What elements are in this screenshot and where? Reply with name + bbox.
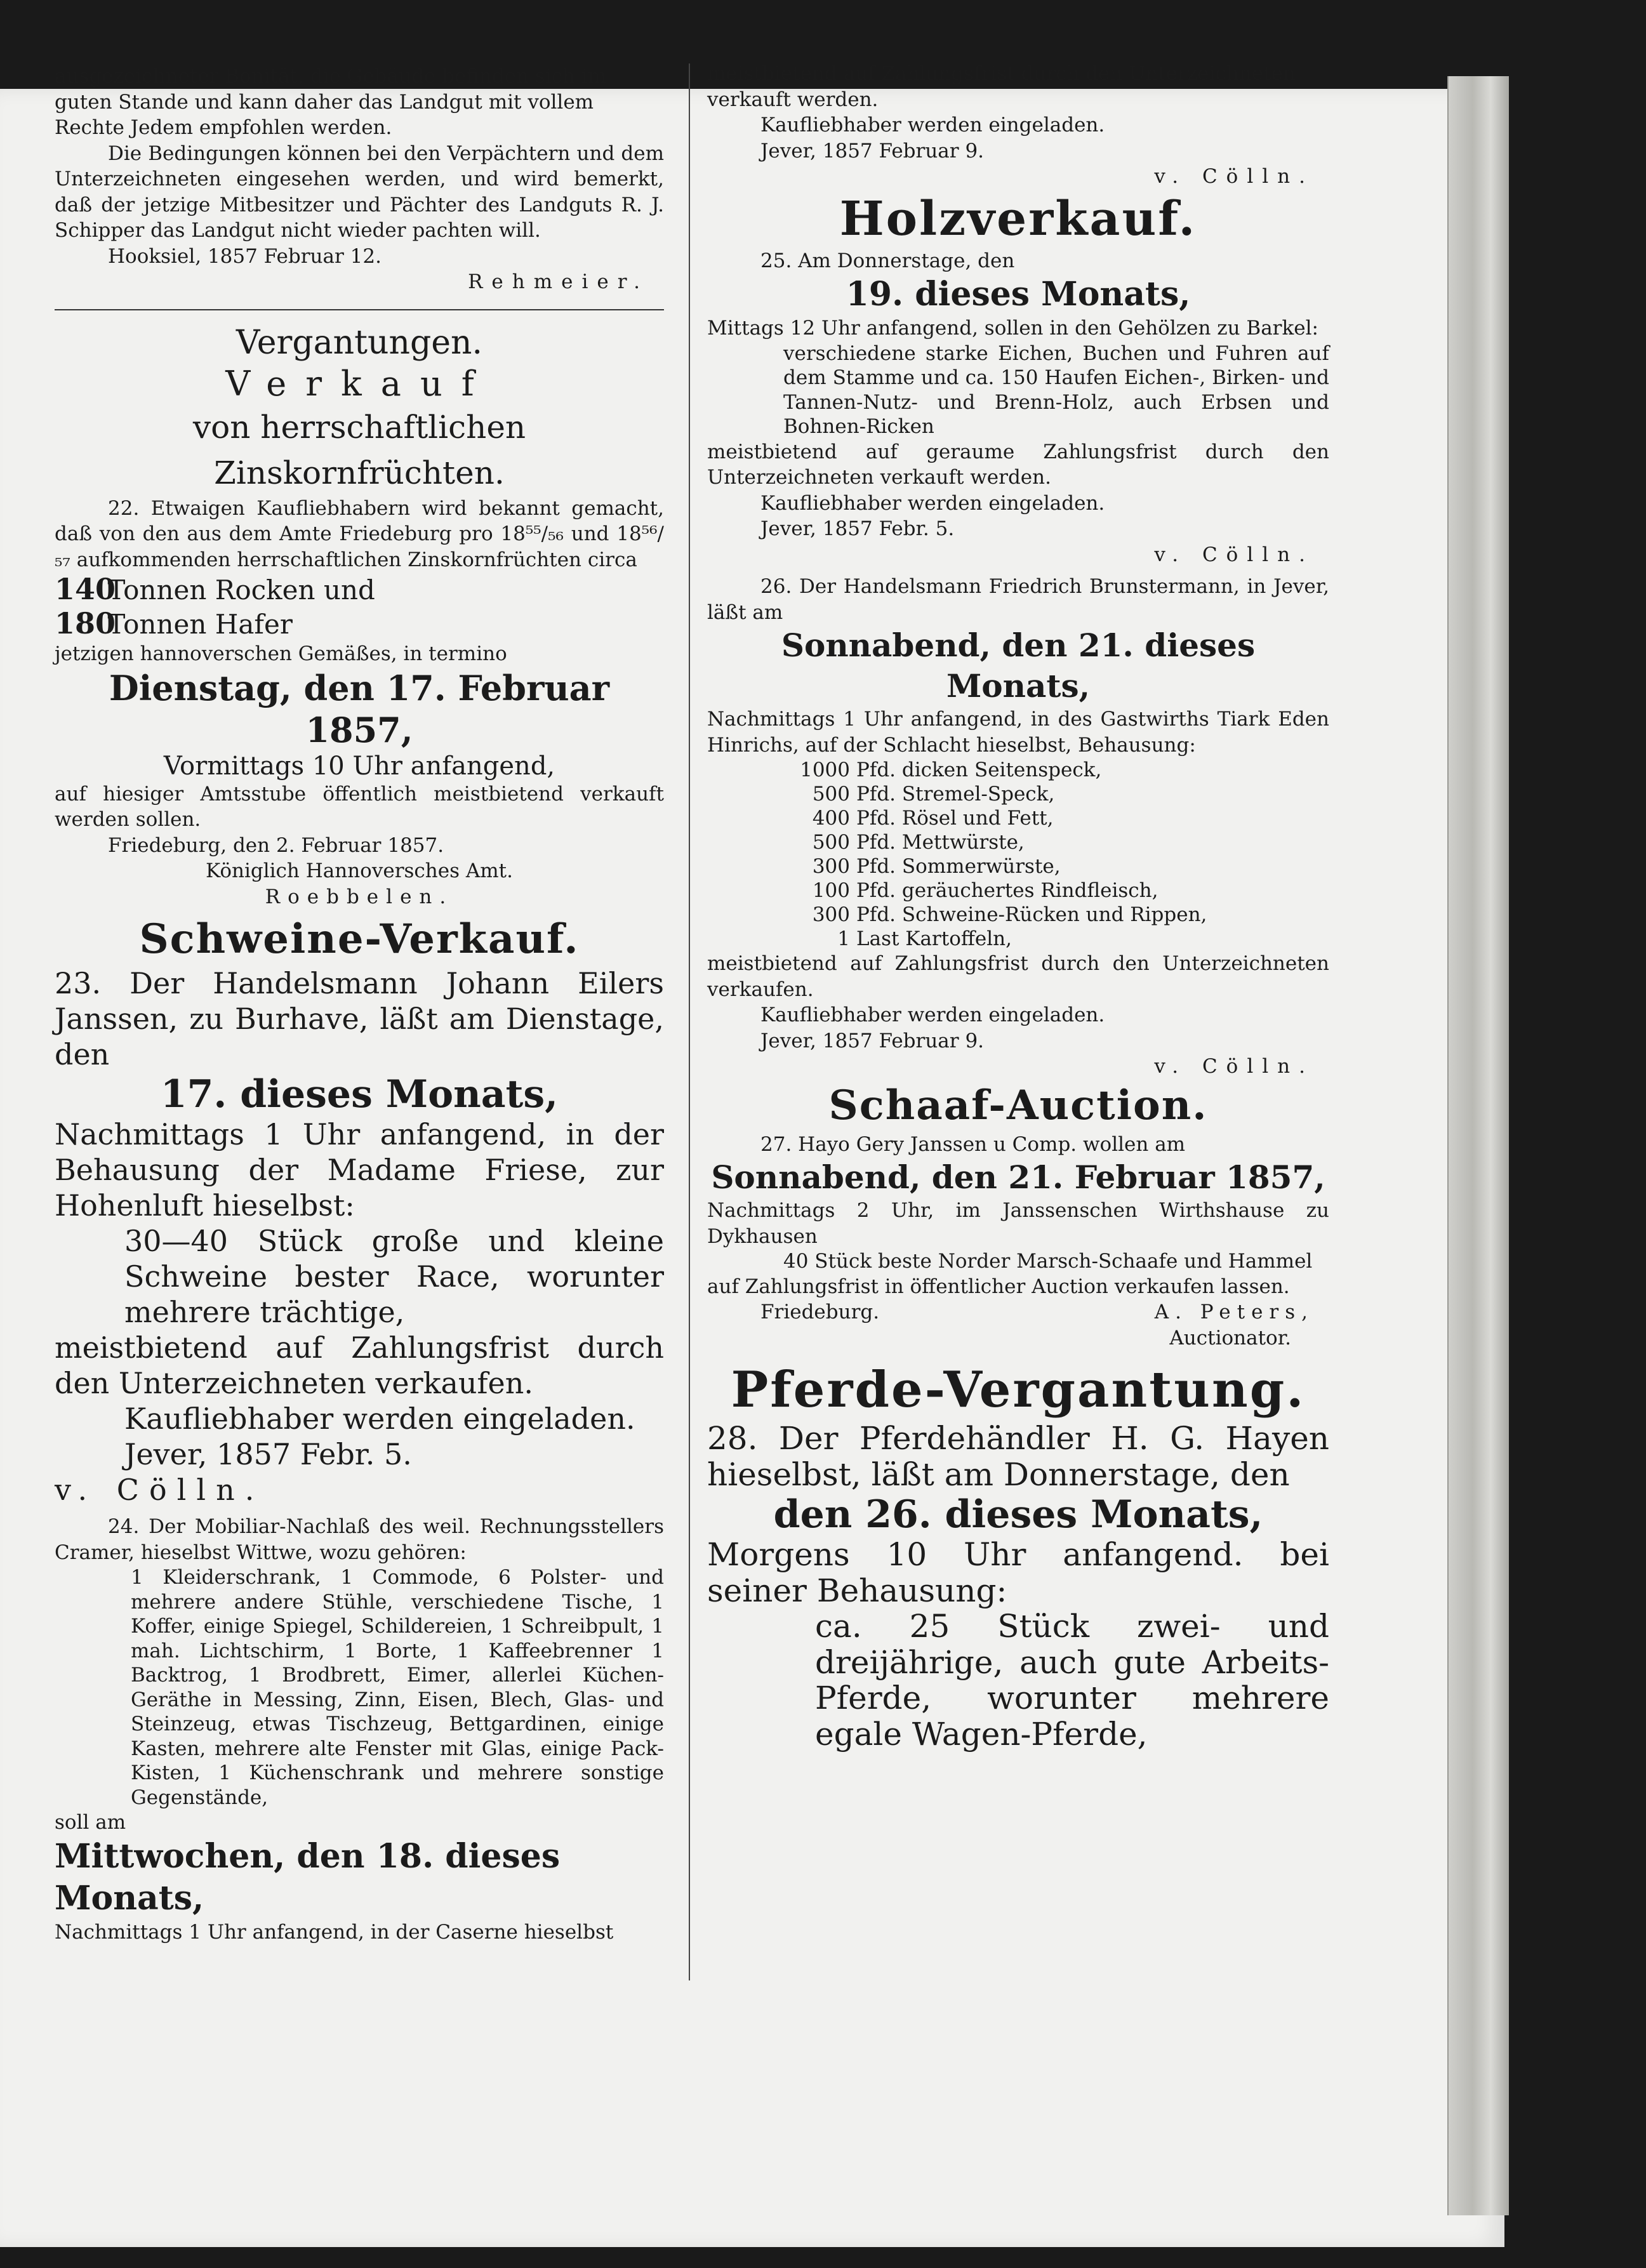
ad26-text1: 26. Der Handelsmann Friedrich Brunstermann, in Jever, läßt am xyxy=(707,575,1329,624)
intro-signature: Rehmeier. xyxy=(468,270,649,293)
ad25-date: 19. dieses Monats, xyxy=(846,275,1191,314)
ad27-signature: A. Peters, xyxy=(1154,1301,1314,1323)
ad27-place: Friedeburg. xyxy=(760,1301,880,1323)
ad25-title: Holzverkauf. xyxy=(839,191,1197,246)
ad23-signature: v. Cölln. xyxy=(55,1473,265,1507)
ad24-text1: 24. Der Mobiliar-Nachlaß des weil. Rechnungsstellers Cramer, hieselbst Wittwe, wozu gehören: xyxy=(55,1515,664,1564)
ad23-title: Schweine-Verkauf. xyxy=(139,915,580,963)
left-column xyxy=(55,63,664,1945)
quantity: 1000 xyxy=(800,759,850,781)
ad26-place: Jever, 1857 Februar 9. xyxy=(760,1029,985,1052)
ad26-signature: v. Cölln. xyxy=(1154,1055,1314,1078)
ad26-text2: Nachmittags 1 Uhr anfangend, in des Gastwirths Tiark Eden Hinrichs, auf der Schlacht hieselbst, Behausung: xyxy=(707,708,1329,757)
list-item xyxy=(745,830,1329,854)
section-rule xyxy=(55,309,664,310)
ad22-qty2-text: Tonnen Hafer xyxy=(107,609,293,640)
ad23-place: Jever, 1857 Febr. 5. xyxy=(124,1437,412,1471)
ad22-office: Königlich Hannoversches Amt. xyxy=(206,859,513,882)
ad25-text1: 25. Am Donnerstage, den xyxy=(760,249,1015,272)
ad26-text3: meistbietend auf Zahlungsfrist durch den Unterzeichneten verkaufen. xyxy=(707,952,1329,1001)
quantity: 300 xyxy=(812,855,850,878)
intro-signature: v. Cölln. xyxy=(1154,165,1314,188)
intro-place: Jever, 1857 Februar 9. xyxy=(760,139,985,162)
list-item xyxy=(745,806,1329,830)
list-item xyxy=(745,854,1329,879)
ad23-date: 17. dieses Monats, xyxy=(160,1072,559,1117)
right-column xyxy=(707,61,1329,1752)
item-text: Pfd. geräuchertes Rindfleisch, xyxy=(856,879,1158,902)
ad24-date: Mittwochen, den 18. dieses Monats, xyxy=(55,1836,561,1918)
intro-paragraph: Die Bedingungen können bei den Verpächtern und dem Unterzeichneten eingesehen werden, und wird bemerkt, daß der jetzige Mitbesitzer und Pächter des Landguts R. J. Schipper das Landgut nicht wieder pachten will. xyxy=(55,142,664,242)
ad22-signature: Roebbelen. xyxy=(265,885,454,908)
quantity: 100 xyxy=(812,879,850,902)
ad22-qty2: 180 xyxy=(55,606,116,640)
list-item xyxy=(745,903,1329,927)
ad22-qty1: 140 xyxy=(55,572,116,606)
ad28-text2: Morgens 10 Uhr anfangend. bei seiner Behausung: xyxy=(707,1536,1329,1609)
ad23-items: 30—40 Stück große und kleine Schweine bester Race, worunter mehrere trächtige, xyxy=(124,1224,664,1329)
quantity: 1 xyxy=(837,927,850,950)
ad26-date: Sonnabend, den 21. dieses Monats, xyxy=(781,627,1256,705)
item-text: Pfd. Rösel und Fett, xyxy=(856,807,1054,830)
quantity: 300 xyxy=(812,903,850,926)
quantity: 400 xyxy=(812,807,850,830)
ad25-place: Jever, 1857 Febr. 5. xyxy=(760,517,955,540)
list-item xyxy=(745,927,1329,951)
ad22-place: Friedeburg, den 2. Februar 1857. xyxy=(108,833,444,857)
quantity: 500 xyxy=(812,831,850,854)
intro-line: Rechte Jedem empfohlen werden. xyxy=(55,116,392,139)
ad23-text3: meistbietend auf Zahlungsfrist durch den Unterzeichneten verkaufen. xyxy=(55,1330,664,1400)
ad26-list xyxy=(707,758,1329,951)
ad22-qty1-text: Tonnen Rocken und xyxy=(107,574,375,606)
ad22-text: 22. Etwaigen Kaufliebhabern wird bekannt gemacht, daß von den aus dem Amte Friedeburg pro 18⁵⁵/₅₆ und 18⁵⁶/₅₇ aufkommenden herrschaftlichen Zinskornfrüchten circa xyxy=(55,496,664,571)
section-title: Vergantungen. xyxy=(236,323,483,362)
ad27-signature-title: Auctionator. xyxy=(1169,1326,1291,1350)
item-text: Pfd. dicken Seitenspeck, xyxy=(856,759,1102,781)
intro-line: verkauft werden. xyxy=(707,88,879,111)
column-divider xyxy=(689,63,690,1980)
list-item xyxy=(745,879,1329,903)
list-item xyxy=(745,758,1329,782)
intro-line: meistbietend auf Zahlungsfrist durch den Unterzeichneten xyxy=(707,62,1296,85)
ad22-terms: jetzigen hannoverschen Gemäßes, in termino xyxy=(55,642,507,665)
ad22-date: Dienstag, den 17. Februar 1857, xyxy=(109,667,610,750)
item-text: Last Kartoffeln, xyxy=(856,927,1012,950)
item-text: Pfd. Sommerwürste, xyxy=(856,855,1061,878)
ad27-text2: Nachmittags 2 Uhr, im Janssenschen Wirthshause zu Dykhausen xyxy=(707,1199,1329,1248)
ad22-title: Verkauf xyxy=(225,363,493,404)
ad22-subtitle: von herrschaftlichen Zinskornfrüchten. xyxy=(192,408,526,491)
item-text: Pfd. Stremel-Speck, xyxy=(856,783,1055,806)
ad26-invite: Kaufliebhaber werden eingeladen. xyxy=(760,1004,1105,1026)
ad23-text1: 23. Der Handelsmann Johann Eilers Janssen, zu Burhave, läßt am Dienstage, den xyxy=(55,966,664,1071)
ad24-items: 1 Kleiderschrank, 1 Commode, 6 Polster- und mehrere andere Stühle, verschiedene Tische, 1 Koffer, einige Spiegel, Schildereien, 1 Schreibpult, 1 mah. Lichtschirm, 1 Borte, 1 Kaffeebrenner 1 Backtrog, 1 Brodbrett, Eimer, allerlei Küchen-Geräthe in Messing, Zinn, Eisen, Blech, Glas- und Steinzeug, etwas Tischzeug, Bettgardinen, einige Kasten, mehrere alte Fenster mit Glas, einige Pack-Kisten, 1 Küchenschrank und mehrere sonstige Gegenstände, xyxy=(131,1566,664,1809)
ad28-items: ca. 25 Stück zwei- und dreijährige, auch gute Arbeits-Pferde, worunter mehrere egale Wagen-Pferde, xyxy=(815,1608,1329,1753)
quantity: 500 xyxy=(812,783,850,806)
ad27-title: Schaaf-Auction. xyxy=(828,1081,1208,1129)
ad25-items: verschiedene starke Eichen, Buchen und Fuhren auf dem Stamme und ca. 150 Haufen Eichen-, Birken- und Tannen-Nutz- und Brenn-Holz, auch Erbsen und Bohnen-Ricken xyxy=(783,342,1329,438)
intro-invite: Kaufliebhaber werden eingeladen. xyxy=(760,114,1105,136)
list-item xyxy=(745,782,1329,806)
item-text: Pfd. Schweine-Rücken und Rippen, xyxy=(856,903,1207,926)
book-spine xyxy=(1447,76,1509,2215)
ad27-text1: 27. Hayo Gery Janssen u Comp. wollen am xyxy=(760,1132,1186,1156)
ad22-text2: auf hiesiger Amtsstube öffentlich meistbietend verkauft werden sollen. xyxy=(55,782,664,831)
ad24-text2: soll am xyxy=(55,1811,126,1834)
intro-line: guten Stande und kann daher das Landgut mit vollem xyxy=(55,90,594,114)
ad25-text2: Mittags 12 Uhr anfangend, sollen in den Gehölzen zu Barkel: xyxy=(707,317,1318,340)
ad25-text3: meistbietend auf geraume Zahlungsfrist durch den Unterzeichneten verkauft werden. xyxy=(707,440,1329,489)
item-text: Pfd. Mettwürste, xyxy=(856,831,1025,854)
ad28-date: den 26. dieses Monats, xyxy=(773,1492,1263,1537)
ad24-text3: Nachmittags 1 Uhr anfangend, in der Caserne hieselbst xyxy=(55,1920,614,1944)
intro-place-date: Hooksiel, 1857 Februar 12. xyxy=(108,244,382,268)
ad28-title: Pferde-Vergantung. xyxy=(731,1361,1306,1419)
ad27-date: Sonnabend, den 21. Februar 1857, xyxy=(711,1158,1325,1196)
ad23-text2: Nachmittags 1 Uhr anfangend, in der Behausung der Madame Friese, zur Hohenluft hieselbst: xyxy=(55,1117,664,1223)
ad27-text3: auf Zahlungsfrist in öffentlicher Auction verkaufen lassen. xyxy=(707,1275,1290,1298)
ad28-text1: 28. Der Pferdehändler H. G. Hayen hieselbst, läßt am Donnerstage, den xyxy=(707,1420,1329,1493)
ad25-invite: Kaufliebhaber werden eingeladen. xyxy=(760,491,1105,515)
ad27-items: 40 Stück beste Norder Marsch-Schaafe und Hammel xyxy=(783,1250,1313,1273)
ad25-signature: v. Cölln. xyxy=(1154,543,1314,566)
ad22-time: Vormittags 10 Uhr anfangend, xyxy=(163,751,555,781)
ad23-invite: Kaufliebhaber werden eingeladen. xyxy=(124,1402,635,1436)
intro-line: ausgezeichneter Bonität, die Gebäude befinden sich im xyxy=(55,65,607,88)
